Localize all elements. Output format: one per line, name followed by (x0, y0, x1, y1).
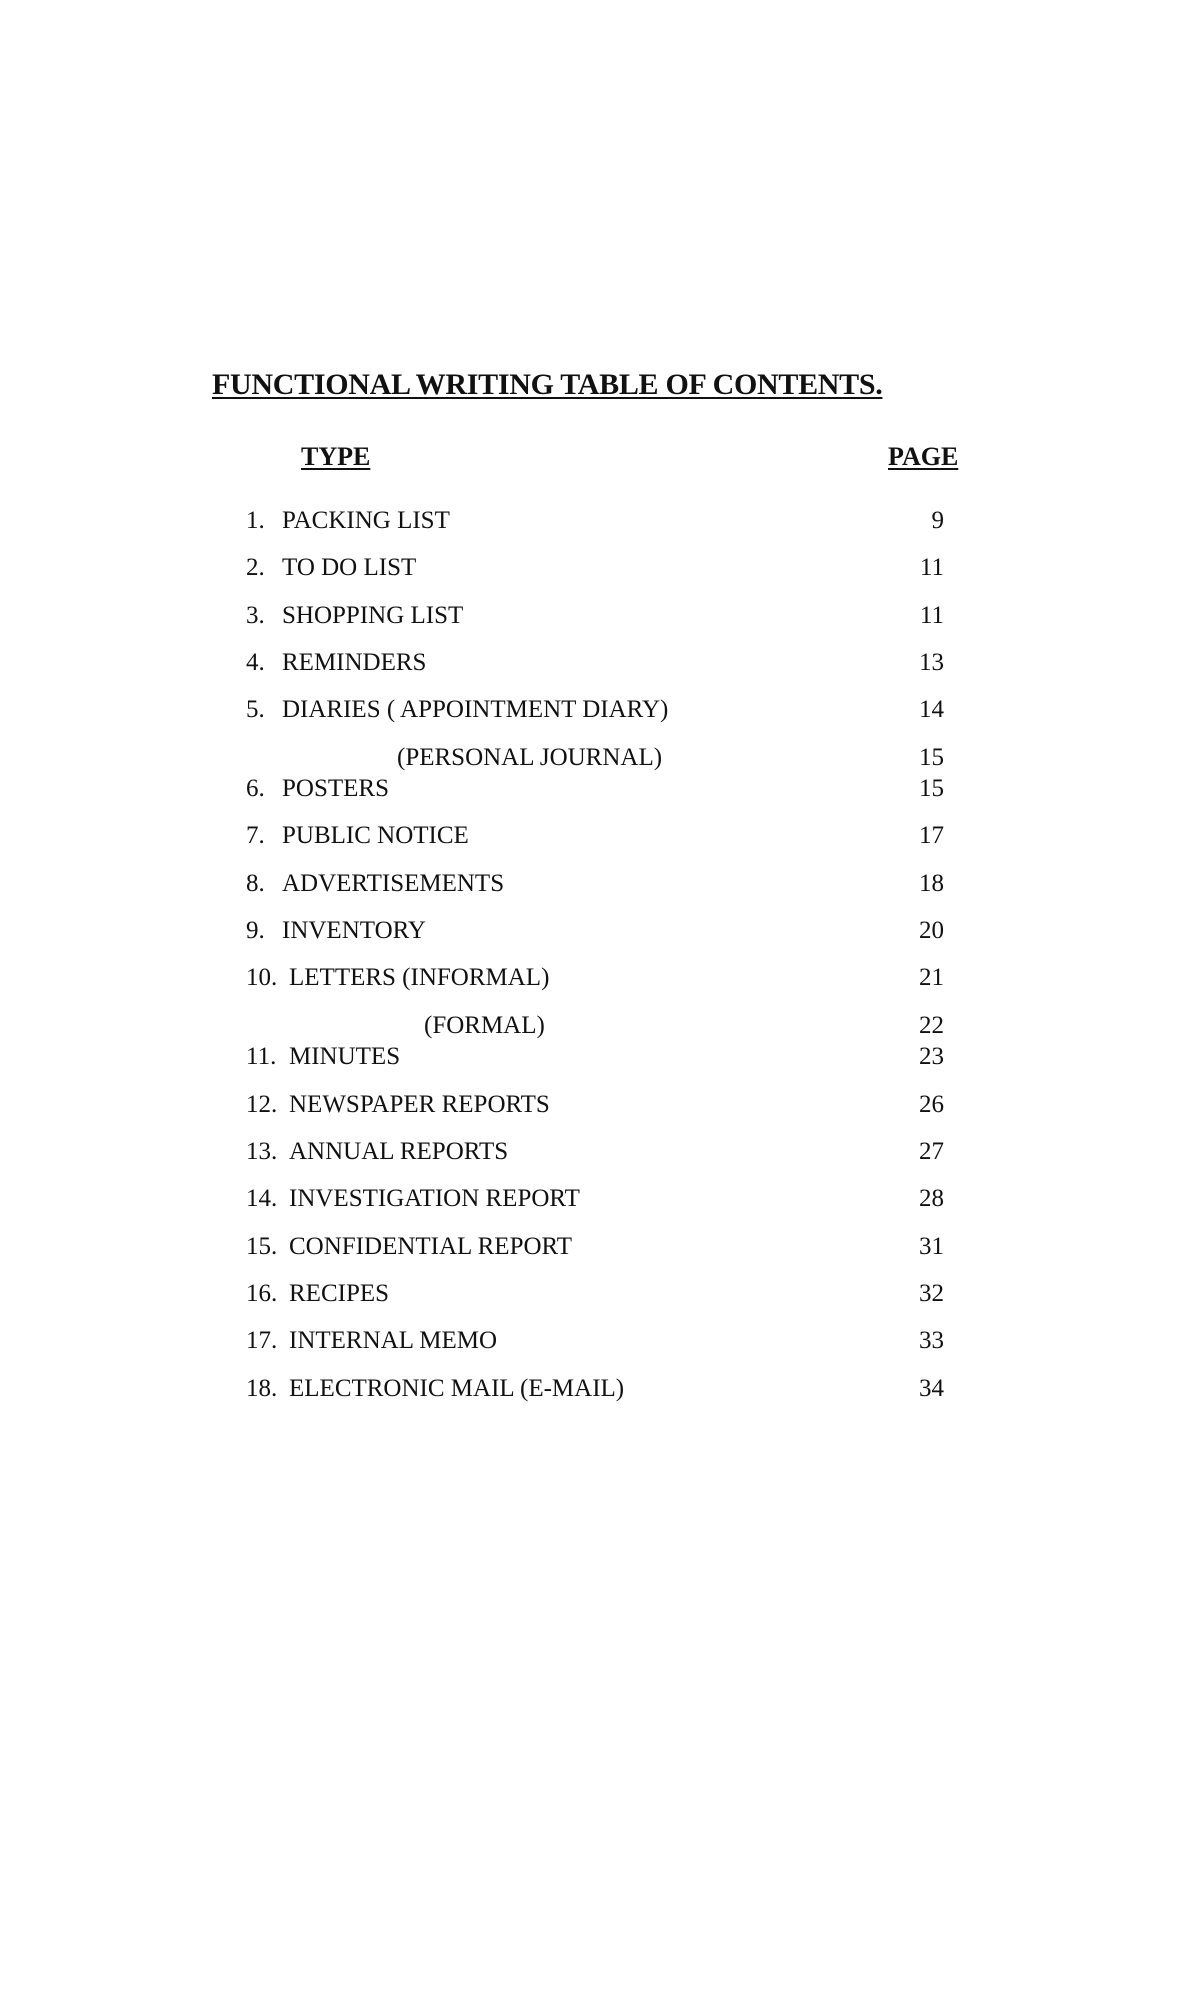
toc-entry-number: 8. (246, 870, 265, 897)
toc-entry-label: DIARIES ( APPOINTMENT DIARY) (282, 696, 669, 723)
toc-entry-page: 11 (919, 554, 944, 581)
toc-subentry (0, 1012, 1200, 1044)
toc-entry (0, 1280, 1200, 1312)
toc-entry (0, 1233, 1200, 1265)
toc-entry-number: 5. (246, 696, 265, 723)
toc-entry-number: 4. (246, 649, 265, 676)
toc-entry-number: 13. (246, 1138, 278, 1165)
toc-entry (0, 917, 1200, 949)
toc-entry-number: 7. (246, 822, 265, 849)
toc-entry-page: 21 (919, 964, 944, 991)
toc-entry (0, 1138, 1200, 1170)
toc-entry-page: 9 (931, 507, 944, 534)
toc-entry-page: 11 (919, 602, 944, 629)
column-header-page: PAGE (888, 442, 959, 471)
toc-entry-page: 18 (919, 870, 944, 897)
toc-entry-label: NEWSPAPER REPORTS (289, 1091, 550, 1118)
toc-entry-label: REMINDERS (282, 649, 427, 676)
toc-entry (0, 507, 1200, 539)
toc-entry (0, 775, 1200, 807)
toc-entry-number: 9. (246, 917, 265, 944)
toc-entry-number: 3. (246, 602, 265, 629)
toc-entry-label: MINUTES (289, 1043, 401, 1070)
toc-entry (0, 1043, 1200, 1075)
toc-entry-label: INVENTORY (282, 917, 426, 944)
toc-entry-label: TO DO LIST (282, 554, 417, 581)
toc-entry (0, 649, 1200, 681)
toc-entry-label: INTERNAL MEMO (289, 1327, 498, 1354)
toc-entry-label: LETTERS (INFORMAL) (289, 964, 550, 991)
toc-entry-label: PUBLIC NOTICE (282, 822, 469, 849)
toc-entry-number: 1. (246, 507, 265, 534)
toc-entry-number: 18. (246, 1375, 278, 1402)
toc-entry-number: 12. (246, 1091, 278, 1118)
toc-entry-page: 14 (919, 696, 944, 723)
toc-entry-page: 34 (919, 1375, 944, 1402)
toc-entry-label: SHOPPING LIST (282, 602, 464, 629)
toc-entry-number: 16. (246, 1280, 278, 1307)
toc-entry-label: (PERSONAL JOURNAL) (397, 744, 663, 771)
toc-entry-page: 32 (919, 1280, 944, 1307)
document-title: FUNCTIONAL WRITING TABLE OF CONTENTS. (212, 368, 883, 401)
column-header-type: TYPE (301, 442, 371, 471)
toc-entry (0, 602, 1200, 634)
toc-entry-number: 15. (246, 1233, 278, 1260)
toc-entry-number: 17. (246, 1327, 278, 1354)
toc-entry-number: 10. (246, 964, 278, 991)
toc-entry-page: 20 (919, 917, 944, 944)
toc-entry-page: 15 (919, 744, 944, 771)
toc-entry (0, 964, 1200, 996)
toc-entry (0, 1091, 1200, 1123)
toc-entry (0, 870, 1200, 902)
toc-entry (0, 1185, 1200, 1217)
toc-entry-number: 14. (246, 1185, 278, 1212)
toc-entry-page: 23 (919, 1043, 944, 1070)
toc-entry-label: (FORMAL) (424, 1012, 545, 1039)
toc-entry-page: 28 (919, 1185, 944, 1212)
toc-entry (0, 696, 1200, 728)
toc-entry-page: 22 (919, 1012, 944, 1039)
toc-subentry (0, 744, 1200, 776)
toc-entry (0, 822, 1200, 854)
toc-entry-page: 27 (919, 1138, 944, 1165)
toc-entry-page: 33 (919, 1327, 944, 1354)
toc-entry-number: 6. (246, 775, 265, 802)
toc-entry-page: 15 (919, 775, 944, 802)
toc-entry-label: ADVERTISEMENTS (282, 870, 505, 897)
toc-entry-label: ELECTRONIC MAIL (E-MAIL) (289, 1375, 625, 1402)
toc-entry (0, 1375, 1200, 1407)
toc-entry-page: 26 (919, 1091, 944, 1118)
toc-entry-label: POSTERS (282, 775, 389, 802)
toc-entry (0, 554, 1200, 586)
toc-entry (0, 1327, 1200, 1359)
toc-entry-label: INVESTIGATION REPORT (289, 1185, 580, 1212)
toc-entry-label: PACKING LIST (282, 507, 450, 534)
toc-entry-page: 13 (919, 649, 944, 676)
toc-entry-label: CONFIDENTIAL REPORT (289, 1233, 572, 1260)
toc-entry-page: 17 (919, 822, 944, 849)
toc-entry-label: ANNUAL REPORTS (289, 1138, 509, 1165)
toc-entry-page: 31 (919, 1233, 944, 1260)
toc-entry-number: 2. (246, 554, 265, 581)
toc-entry-label: RECIPES (289, 1280, 390, 1307)
toc-entry-number: 11. (246, 1043, 277, 1070)
